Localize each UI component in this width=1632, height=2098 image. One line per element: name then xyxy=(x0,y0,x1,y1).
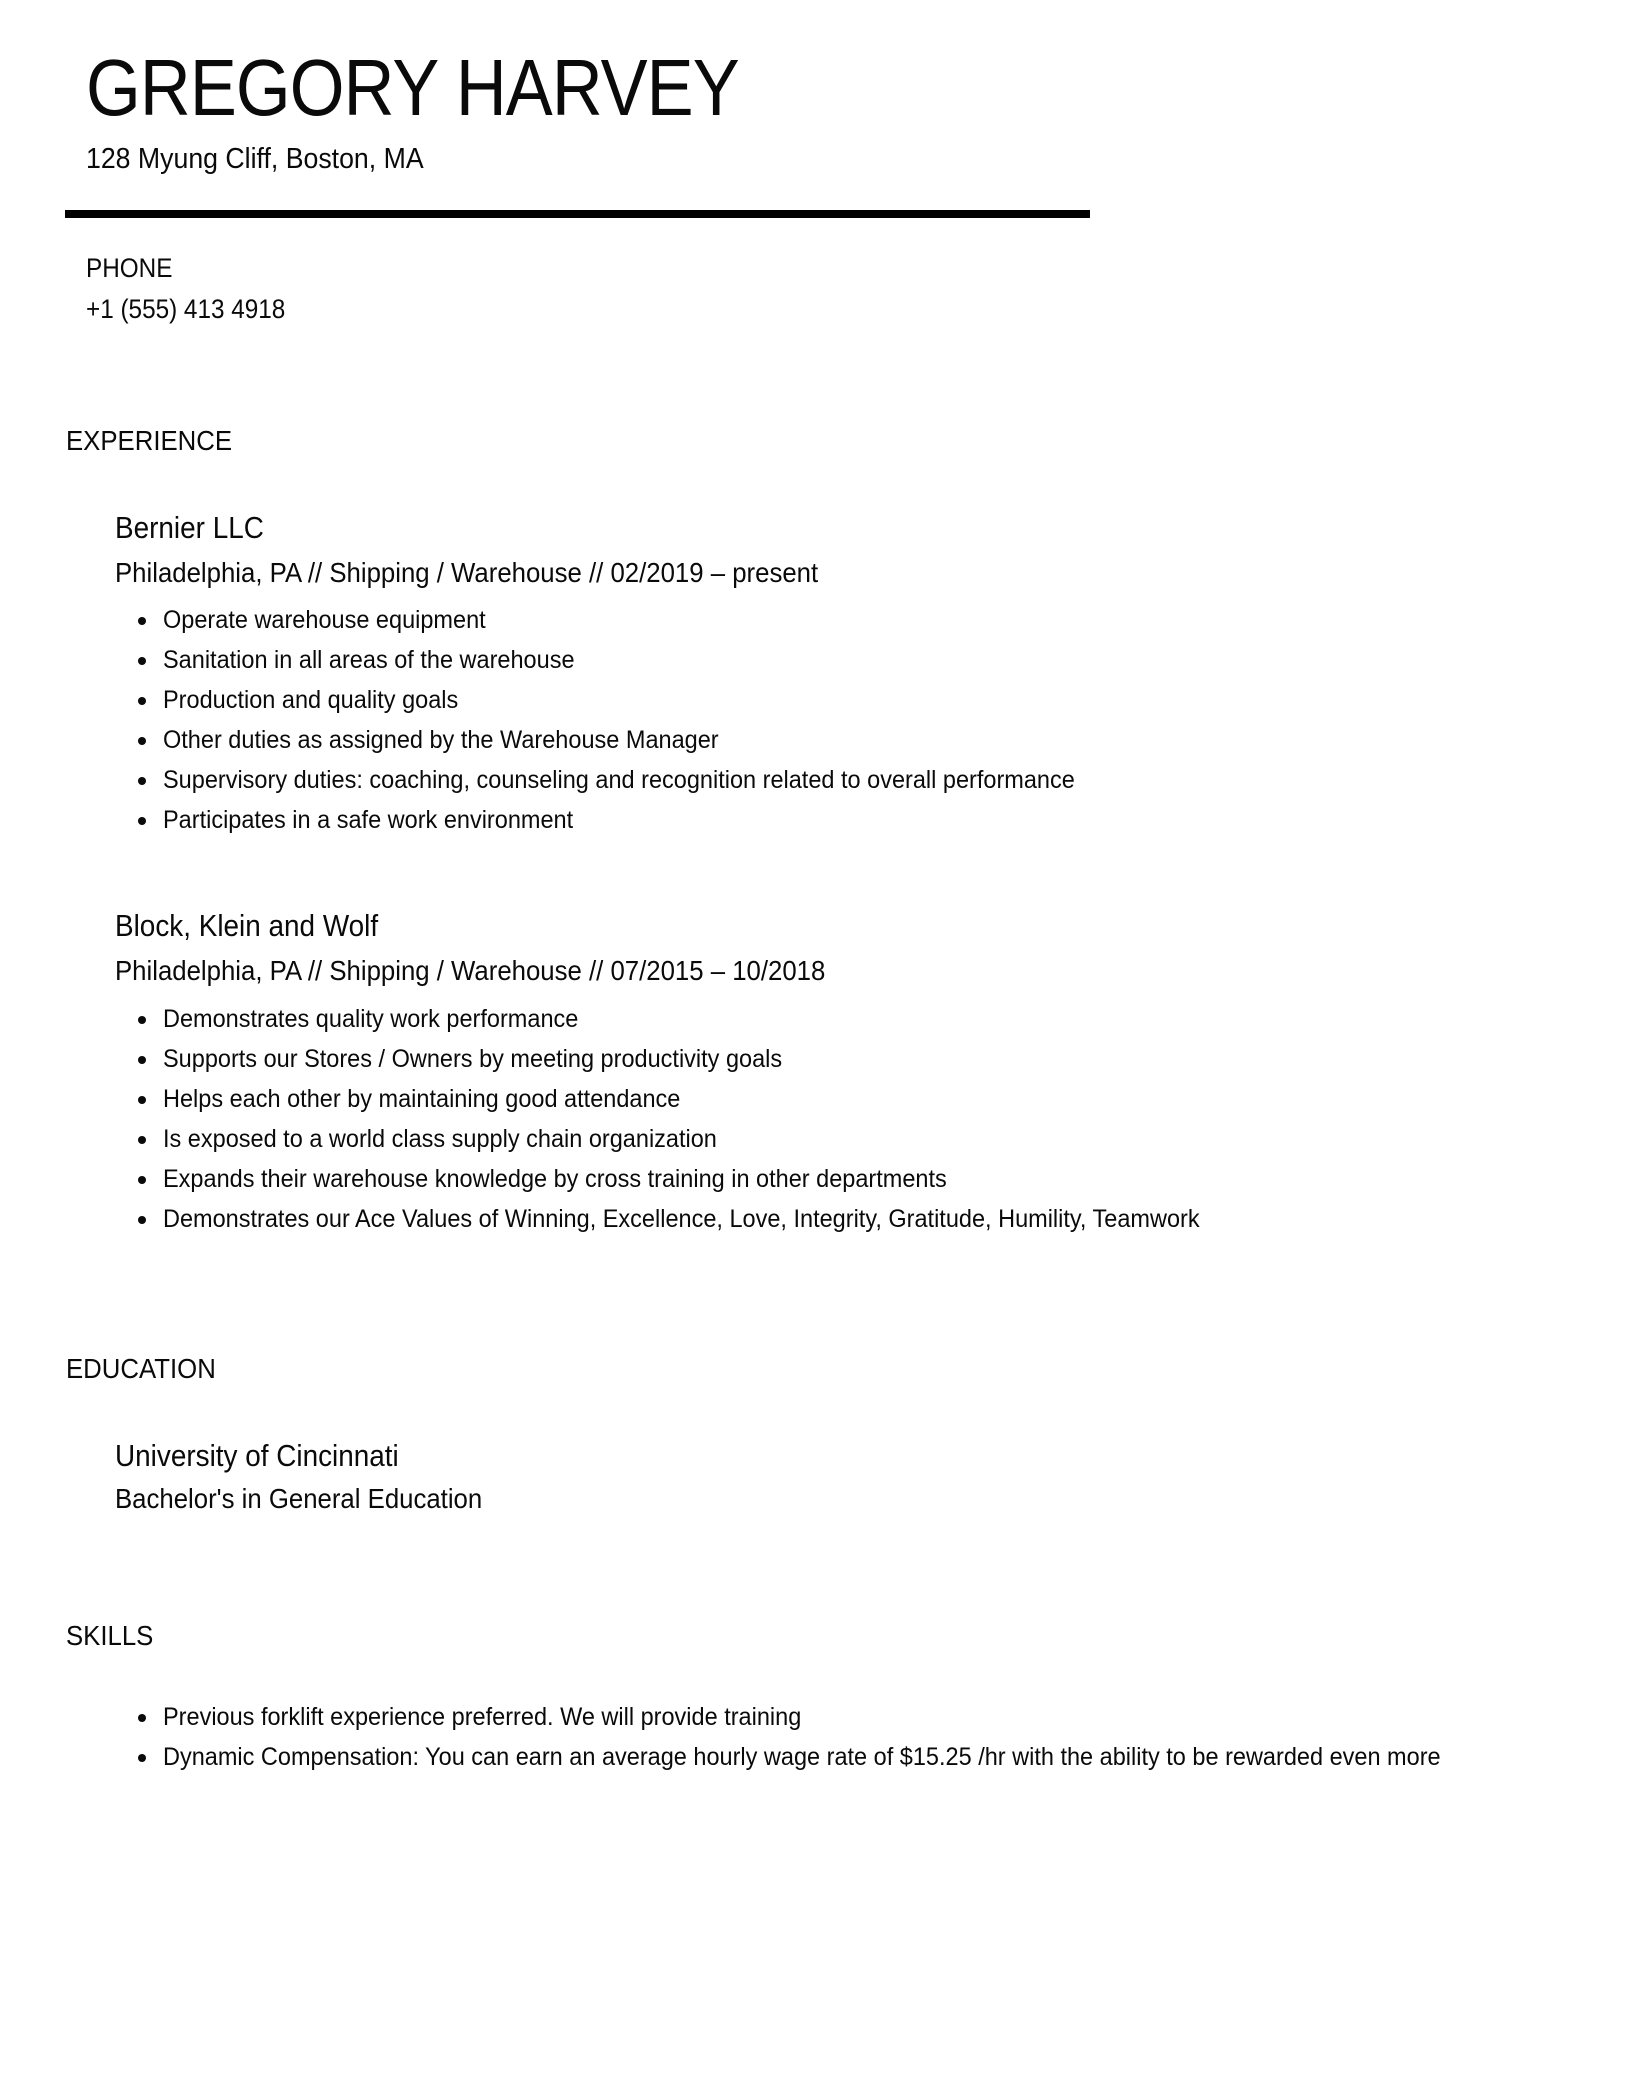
list-item: Demonstrates quality work performance xyxy=(163,999,1266,1039)
bullet-icon xyxy=(138,1176,146,1184)
list-item: Demonstrates our Ace Values of Winning, Excellence, Love, Integrity, Gratitude, Humility, Teamwork xyxy=(163,1199,1266,1239)
list-item: Supports our Stores / Owners by meeting productivity goals xyxy=(163,1039,1266,1079)
list-item: Is exposed to a world class supply chain organization xyxy=(163,1119,1266,1159)
list-item: Helps each other by maintaining good attendance xyxy=(163,1079,1266,1119)
bullet-icon xyxy=(138,1096,146,1104)
list-item: Supervisory duties: coaching, counseling and recognition related to overall performance xyxy=(163,760,1133,800)
phone-label: PHONE xyxy=(86,253,173,283)
job-duties-list xyxy=(163,999,1266,1239)
list-item: Expands their warehouse knowledge by cross training in other departments xyxy=(163,1159,1266,1199)
bullet-icon xyxy=(138,777,146,785)
list-item: Dynamic Compensation: You can earn an average hourly wage rate of $15.25 /hr with the ability to be rewarded even more xyxy=(163,1737,1522,1777)
skills-heading: SKILLS xyxy=(66,1620,154,1651)
bullet-icon xyxy=(138,1216,146,1224)
candidate-address: 128 Myung Cliff, Boston, MA xyxy=(86,143,424,175)
degree: Bachelor's in General Education xyxy=(115,1483,483,1514)
skills-list xyxy=(163,1697,1522,1777)
candidate-name: GREGORY HARVEY xyxy=(86,43,739,132)
list-item: Previous forklift experience preferred. We will provide training xyxy=(163,1697,1522,1737)
header-divider xyxy=(65,210,1090,218)
list-item: Sanitation in all areas of the warehouse xyxy=(163,640,1133,680)
phone-value: +1 (555) 413 4918 xyxy=(86,294,286,324)
education-heading: EDUCATION xyxy=(66,1353,216,1384)
job-details: Philadelphia, PA // Shipping / Warehouse // 02/2019 – present xyxy=(115,557,819,588)
bullet-icon xyxy=(138,697,146,705)
list-item: Operate warehouse equipment xyxy=(163,600,1133,640)
list-item: Production and quality goals xyxy=(163,680,1133,720)
job-company: Block, Klein and Wolf xyxy=(115,908,379,943)
list-item: Participates in a safe work environment xyxy=(163,800,1133,840)
bullet-icon xyxy=(138,737,146,745)
job-details: Philadelphia, PA // Shipping / Warehouse // 07/2015 – 10/2018 xyxy=(115,955,826,986)
job-company: Bernier LLC xyxy=(115,510,264,545)
bullet-icon xyxy=(138,1136,146,1144)
bullet-icon xyxy=(138,1016,146,1024)
bullet-icon xyxy=(138,1754,146,1762)
list-item: Other duties as assigned by the Warehouse Manager xyxy=(163,720,1133,760)
experience-heading: EXPERIENCE xyxy=(66,425,233,456)
bullet-icon xyxy=(138,817,146,825)
bullet-icon xyxy=(138,617,146,625)
bullet-icon xyxy=(138,657,146,665)
job-duties-list xyxy=(163,600,1133,840)
school-name: University of Cincinnati xyxy=(115,1438,399,1473)
bullet-icon xyxy=(138,1714,146,1722)
bullet-icon xyxy=(138,1056,146,1064)
